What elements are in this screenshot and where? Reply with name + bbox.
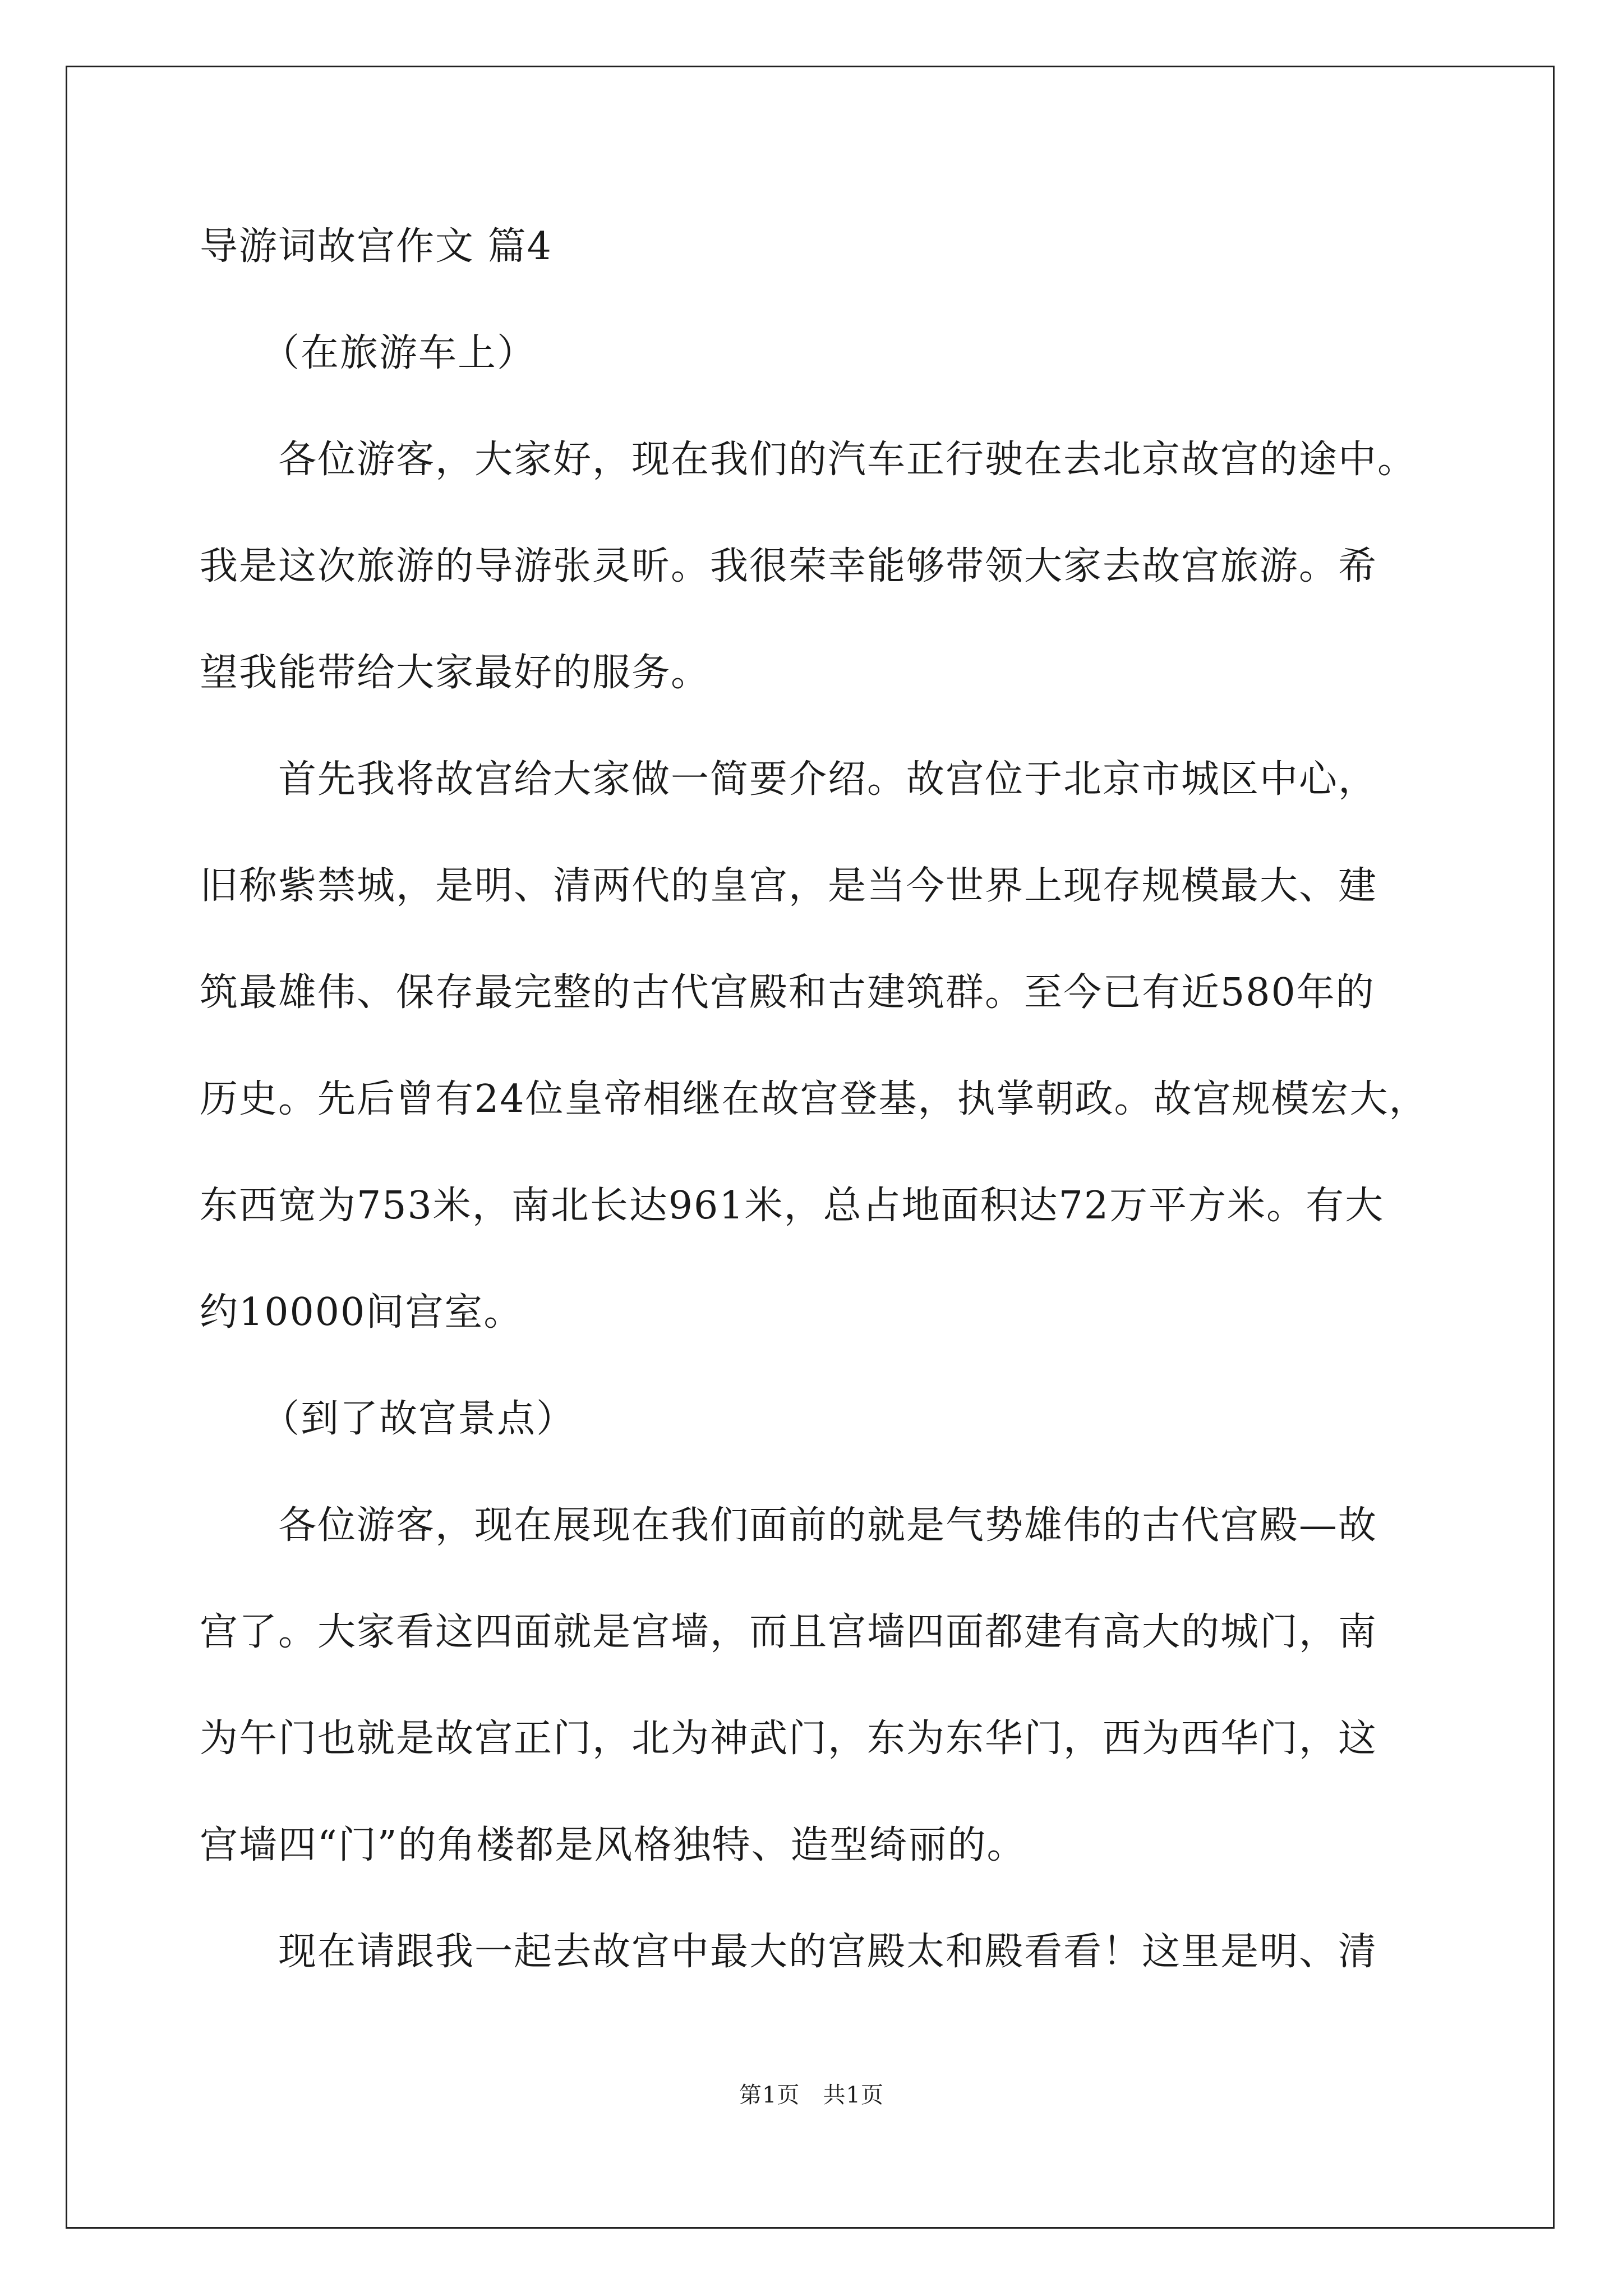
text-line: 各位游客，大家好，现在我们的汽车正行驶在去北京故宫的途中。 — [278, 438, 1417, 482]
text-line: 各位游客，现在展现在我们面前的就是气势雄伟的古代宫殿—故 — [278, 1503, 1378, 1548]
text-line: 望我能带给大家最好的服务。 — [200, 651, 711, 695]
document-title: 导游词故宫作文 篇4 — [200, 224, 552, 269]
stage-note: （在旅游车上） — [261, 331, 537, 375]
text-line: 旧称紫禁城，是明、清两代的皇宫，是当今世界上现存规模最大、建 — [200, 864, 1378, 908]
text-line: 筑最雄伟、保存最完整的古代宫殿和古建筑群。至今已有近580年的 — [200, 970, 1375, 1015]
stage-note: （到了故宫景点） — [261, 1397, 576, 1441]
text-line: 历史。先后曾有24位皇帝相继在故宫登基，执掌朝政。故宫规模宏大， — [200, 1077, 1428, 1121]
text-line: 宫了。大家看这四面就是宫墙，而且宫墙四面都建有高大的城门，南 — [200, 1610, 1378, 1654]
text-line: 为午门也就是故宫正门，北为神武门，东为东华门，西为西华门，这 — [200, 1717, 1378, 1761]
text-line: 首先我将故宫给大家做一简要介绍。故宫位于北京市城区中心， — [278, 757, 1378, 802]
text-line: 东西宽为753米，南北长达961米，总占地面积达72万平方米。有大 — [200, 1184, 1385, 1228]
text-line: 我是这次旅游的导游张灵昕。我很荣幸能够带领大家去故宫旅游。希 — [200, 544, 1378, 588]
page-footer: 第1页 共1页 — [739, 2082, 884, 2108]
text-line: 现在请跟我一起去故宫中最大的宫殿太和殿看看！这里是明、清 — [278, 1930, 1378, 1974]
text-line: 约10000间宫室。 — [200, 1290, 523, 1335]
page-border — [66, 66, 1555, 2229]
text-line: 宫墙四“门”的角楼都是风格独特、造型绮丽的。 — [200, 1823, 1026, 1867]
